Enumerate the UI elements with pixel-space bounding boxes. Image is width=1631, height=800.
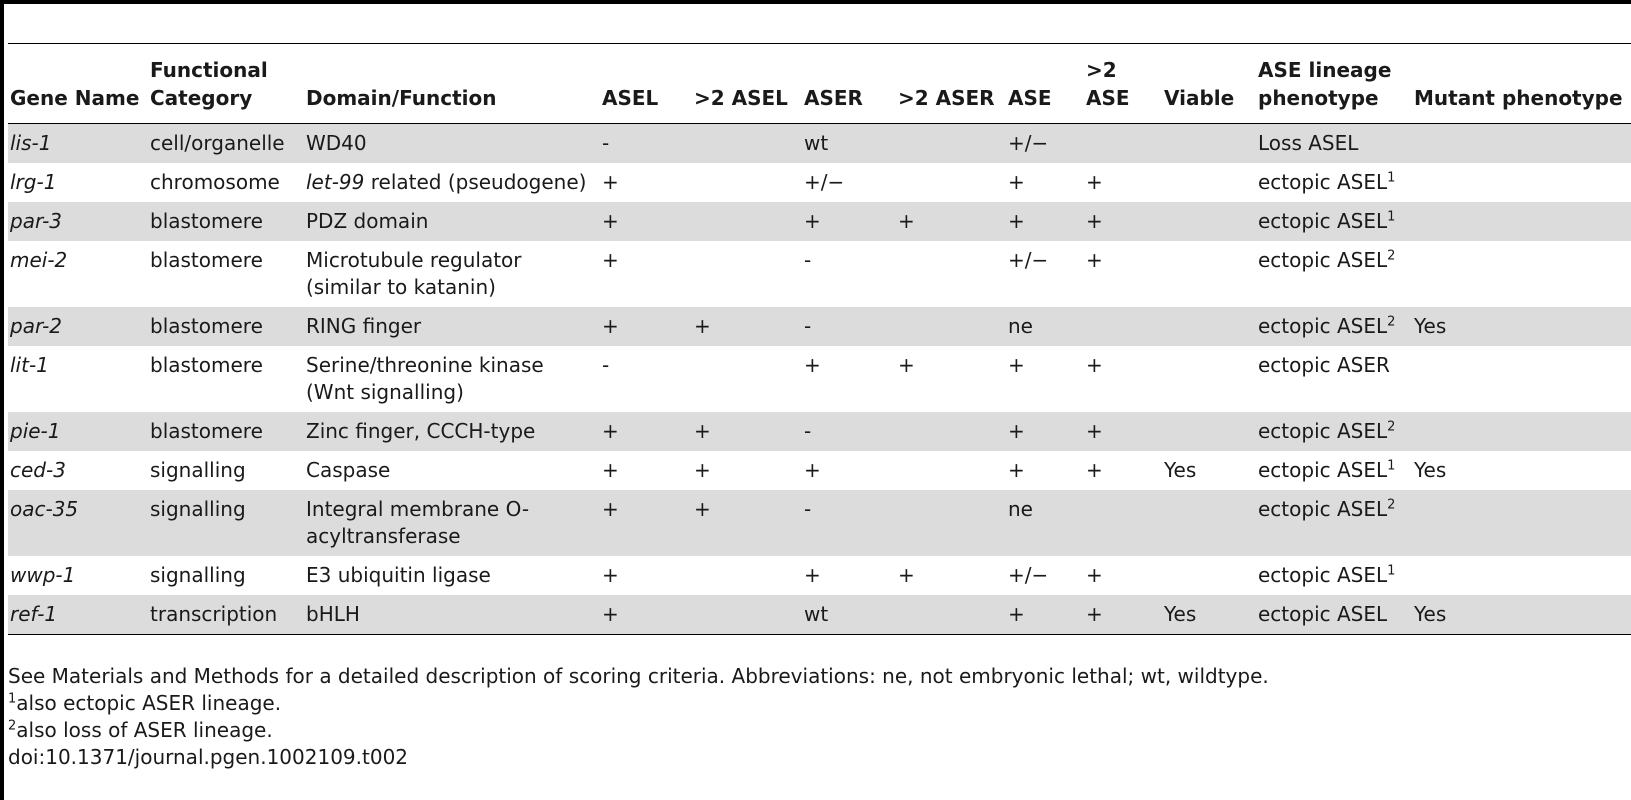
footnote-2-text: also loss of ASER lineage. <box>16 718 273 742</box>
mutant-cell <box>1412 124 1631 164</box>
more-aser-cell: + <box>898 353 915 377</box>
lineage-text: ectopic ASEL <box>1258 497 1388 521</box>
ase-cell: +/− <box>1008 563 1049 587</box>
more-asel-cell: + <box>692 490 802 556</box>
asel-cell: - <box>600 124 692 164</box>
domain-cell <box>304 124 600 164</box>
table-row <box>8 412 1631 451</box>
asel-cell: + <box>600 595 692 635</box>
gene-name-cell: par-2 <box>8 307 148 346</box>
more-asel-cell <box>692 595 802 635</box>
footnote-1-marker: 1 <box>8 691 17 707</box>
domain-text: related (pseudogene) <box>364 170 587 194</box>
more-asel-cell: + <box>692 412 802 451</box>
domain-text: bHLH <box>306 602 360 626</box>
lineage-cell <box>1256 451 1412 490</box>
asel-cell: + <box>602 458 619 482</box>
mutant-cell <box>1412 556 1631 595</box>
domain-cell <box>304 556 600 595</box>
lineage-footnote-marker: 1 <box>1387 170 1396 186</box>
table-row <box>8 595 1631 635</box>
category-cell: cell/organelle <box>148 124 304 164</box>
category-cell: blastomere <box>148 412 304 451</box>
lineage-cell <box>1256 556 1412 595</box>
lineage-cell <box>1256 307 1412 346</box>
lineage-text: ectopic ASEL <box>1258 170 1388 194</box>
domain-text: Serine/threonine kinase (Wnt signalling) <box>306 353 544 404</box>
more-aser-cell <box>896 124 1006 164</box>
more-ase-cell: + <box>1086 563 1103 587</box>
more-aser-cell <box>896 451 1006 490</box>
mutant-cell <box>1412 412 1631 451</box>
table-row <box>8 490 1631 556</box>
ase-cell: +/− <box>1006 124 1084 164</box>
lineage-cell <box>1256 595 1412 635</box>
lineage-footnote-marker: 1 <box>1387 209 1396 225</box>
table-row <box>8 451 1631 490</box>
lineage-footnote-marker: 2 <box>1387 419 1396 435</box>
domain-text: PDZ domain <box>306 209 429 233</box>
lineage-text: ectopic ASEL <box>1258 419 1388 443</box>
lineage-cell <box>1256 124 1412 164</box>
more-aser-cell <box>896 241 1006 307</box>
more-ase-cell: + <box>1084 595 1162 635</box>
table-row <box>8 163 1631 202</box>
mutant-cell: Yes <box>1412 307 1631 346</box>
category-cell: blastomere <box>148 307 304 346</box>
aser-cell: wt <box>802 595 896 635</box>
footnote-2-marker: 2 <box>8 718 17 734</box>
lineage-text: ectopic ASEL <box>1258 209 1388 233</box>
lineage-cell <box>1256 490 1412 556</box>
more-aser-cell <box>896 307 1006 346</box>
lineage-footnote-marker: 1 <box>1387 563 1396 579</box>
domain-cell <box>304 307 600 346</box>
mutant-cell <box>1412 163 1631 202</box>
doi-link[interactable]: doi:10.1371/journal.pgen.1002109.t002 <box>8 745 409 769</box>
more-asel-cell <box>692 556 802 595</box>
viable-cell <box>1162 241 1256 307</box>
mutant-cell <box>1412 490 1631 556</box>
header-more-ase: >2 ASE <box>1084 44 1162 124</box>
lineage-cell <box>1256 241 1412 307</box>
header-asel: ASEL <box>600 44 692 124</box>
table-row <box>8 202 1631 241</box>
lineage-cell <box>1256 412 1412 451</box>
ase-cell: + <box>1006 595 1084 635</box>
viable-cell <box>1162 307 1256 346</box>
more-aser-cell: + <box>898 563 915 587</box>
more-aser-cell: + <box>896 202 1006 241</box>
viable-cell <box>1162 556 1256 595</box>
gene-name-cell: ced-3 <box>10 458 66 482</box>
header-more-aser: >2 ASER <box>896 44 1006 124</box>
gene-name-cell: ref-1 <box>8 595 148 635</box>
top-border <box>0 0 1631 4</box>
aser-cell: + <box>802 202 896 241</box>
aser-cell: - <box>802 412 896 451</box>
aser-cell: - <box>802 490 896 556</box>
gene-name-cell: lrg-1 <box>10 170 57 194</box>
viable-cell <box>1162 412 1256 451</box>
lineage-text: Loss ASEL <box>1258 131 1359 155</box>
more-aser-cell <box>896 412 1006 451</box>
domain-text: Integral membrane O-acyltransferase <box>306 497 530 548</box>
lineage-footnote-marker: 1 <box>1387 458 1396 474</box>
table-footnotes <box>8 663 1269 771</box>
more-ase-cell: + <box>1084 412 1162 451</box>
domain-cell <box>304 346 600 412</box>
category-cell: signalling <box>150 563 246 587</box>
aser-cell: + <box>804 563 821 587</box>
mutant-cell <box>1412 202 1631 241</box>
more-asel-cell <box>692 241 802 307</box>
viable-cell <box>1162 490 1256 556</box>
header-ase: ASE <box>1006 44 1084 124</box>
category-cell: signalling <box>150 458 246 482</box>
more-ase-cell: + <box>1086 353 1103 377</box>
ase-cell: + <box>1008 353 1025 377</box>
aser-cell: wt <box>802 124 896 164</box>
more-ase-cell: + <box>1084 202 1162 241</box>
ase-cell: + <box>1008 170 1025 194</box>
left-border <box>0 0 4 800</box>
aser-cell: +/− <box>804 170 845 194</box>
table-row <box>8 346 1631 412</box>
header-ase-lineage-phenotype: ASE lineage phenotype <box>1256 44 1412 124</box>
table-row <box>8 307 1631 346</box>
header-more-asel: >2 ASEL <box>692 44 802 124</box>
viable-cell <box>1162 346 1256 412</box>
table-row <box>8 556 1631 595</box>
table-body <box>8 124 1631 635</box>
gene-name-cell: mei-2 <box>10 248 68 272</box>
viable-cell <box>1162 202 1256 241</box>
domain-cell <box>304 163 600 202</box>
lineage-text: ectopic ASEL <box>1258 458 1388 482</box>
aser-cell: - <box>804 248 812 272</box>
lineage-text: ectopic ASER <box>1258 353 1390 377</box>
header-domain-function: Domain/Function <box>304 44 600 124</box>
mutant-cell: Yes <box>1414 458 1447 482</box>
lineage-text: ectopic ASEL <box>1258 563 1388 587</box>
domain-text: Caspase <box>306 458 391 482</box>
table-row <box>8 241 1631 307</box>
domain-text: E3 ubiquitin ligase <box>306 563 491 587</box>
header-row <box>8 44 1631 124</box>
more-ase-cell <box>1084 124 1162 164</box>
asel-cell: + <box>600 307 692 346</box>
domain-cell <box>304 412 600 451</box>
more-ase-cell: + <box>1086 170 1103 194</box>
asel-cell: + <box>600 202 692 241</box>
asel-cell: + <box>600 490 692 556</box>
aser-cell: + <box>804 353 821 377</box>
more-aser-cell <box>896 595 1006 635</box>
gene-name-cell: oac-35 <box>8 490 148 556</box>
aser-cell: - <box>802 307 896 346</box>
mutant-cell <box>1412 346 1631 412</box>
footnote-1-text: also ectopic ASER lineage. <box>16 691 282 715</box>
ase-cell: ne <box>1006 490 1084 556</box>
gene-table <box>8 44 1631 635</box>
category-cell: chromosome <box>150 170 280 194</box>
more-asel-cell <box>692 124 802 164</box>
more-aser-cell <box>896 163 1006 202</box>
more-ase-cell <box>1084 307 1162 346</box>
more-ase-cell: + <box>1086 458 1103 482</box>
domain-text: WD40 <box>306 131 367 155</box>
lineage-footnote-marker: 2 <box>1387 497 1396 513</box>
more-aser-cell <box>896 490 1006 556</box>
aser-cell: + <box>804 458 821 482</box>
category-cell: blastomere <box>148 202 304 241</box>
category-cell: blastomere <box>150 248 263 272</box>
viable-cell <box>1162 163 1256 202</box>
header-mutant-phenotype: Mutant phenotype <box>1412 44 1631 124</box>
viable-cell: Yes <box>1164 458 1197 482</box>
lineage-cell <box>1256 163 1412 202</box>
gene-name-cell: lit-1 <box>10 353 49 377</box>
gene-name-cell: par-3 <box>8 202 148 241</box>
header-functional-category: Functional Category <box>148 44 304 124</box>
ase-cell: ne <box>1006 307 1084 346</box>
viable-cell: Yes <box>1162 595 1256 635</box>
asel-cell: + <box>602 170 619 194</box>
lineage-text: ectopic ASEL <box>1258 602 1388 626</box>
domain-cell <box>304 451 600 490</box>
domain-cell <box>304 202 600 241</box>
header-gene-name: Gene Name <box>8 44 148 124</box>
lineage-footnote-marker: 2 <box>1387 314 1396 330</box>
more-asel-cell: + <box>694 458 711 482</box>
asel-cell: + <box>602 248 619 272</box>
domain-text: RING finger <box>306 314 422 338</box>
lineage-cell <box>1256 202 1412 241</box>
category-cell: signalling <box>148 490 304 556</box>
ase-cell: +/− <box>1008 248 1049 272</box>
more-asel-cell <box>692 202 802 241</box>
more-asel-cell: + <box>692 307 802 346</box>
asel-cell: + <box>602 563 619 587</box>
more-ase-cell <box>1084 490 1162 556</box>
category-cell: blastomere <box>150 353 263 377</box>
domain-cell <box>304 241 600 307</box>
table-row <box>8 124 1631 164</box>
gene-name-cell: pie-1 <box>8 412 148 451</box>
asel-cell: - <box>602 353 610 377</box>
scoring-note: See Materials and Methods for a detailed description of scoring criteria. Abbreviations: ne, not embryonic lethal; wt, wildtype. <box>8 664 1269 688</box>
gene-name-cell: wwp-1 <box>10 563 76 587</box>
footnote-2 <box>8 717 1269 744</box>
lineage-footnote-marker: 2 <box>1387 248 1396 264</box>
ase-cell: + <box>1008 458 1025 482</box>
domain-cell <box>304 490 600 556</box>
lineage-cell <box>1256 346 1412 412</box>
gene-name-cell: lis-1 <box>8 124 148 164</box>
domain-cell <box>304 595 600 635</box>
header-aser: ASER <box>802 44 896 124</box>
header-viable: Viable <box>1162 44 1256 124</box>
domain-italic-text: let-99 <box>306 170 365 194</box>
domain-text: Zinc finger, CCCH-type <box>306 419 536 443</box>
more-asel-cell <box>692 163 802 202</box>
lineage-text: ectopic ASEL <box>1258 248 1388 272</box>
ase-cell: + <box>1006 202 1084 241</box>
footnote-1 <box>8 690 1269 717</box>
mutant-cell: Yes <box>1412 595 1631 635</box>
more-ase-cell: + <box>1086 248 1103 272</box>
lineage-text: ectopic ASEL <box>1258 314 1388 338</box>
asel-cell: + <box>600 412 692 451</box>
domain-text: Microtubule regulator (similar to katanin) <box>306 248 522 299</box>
mutant-cell <box>1412 241 1631 307</box>
ase-cell: + <box>1006 412 1084 451</box>
category-cell: transcription <box>148 595 304 635</box>
more-asel-cell <box>692 346 802 412</box>
viable-cell <box>1162 124 1256 164</box>
